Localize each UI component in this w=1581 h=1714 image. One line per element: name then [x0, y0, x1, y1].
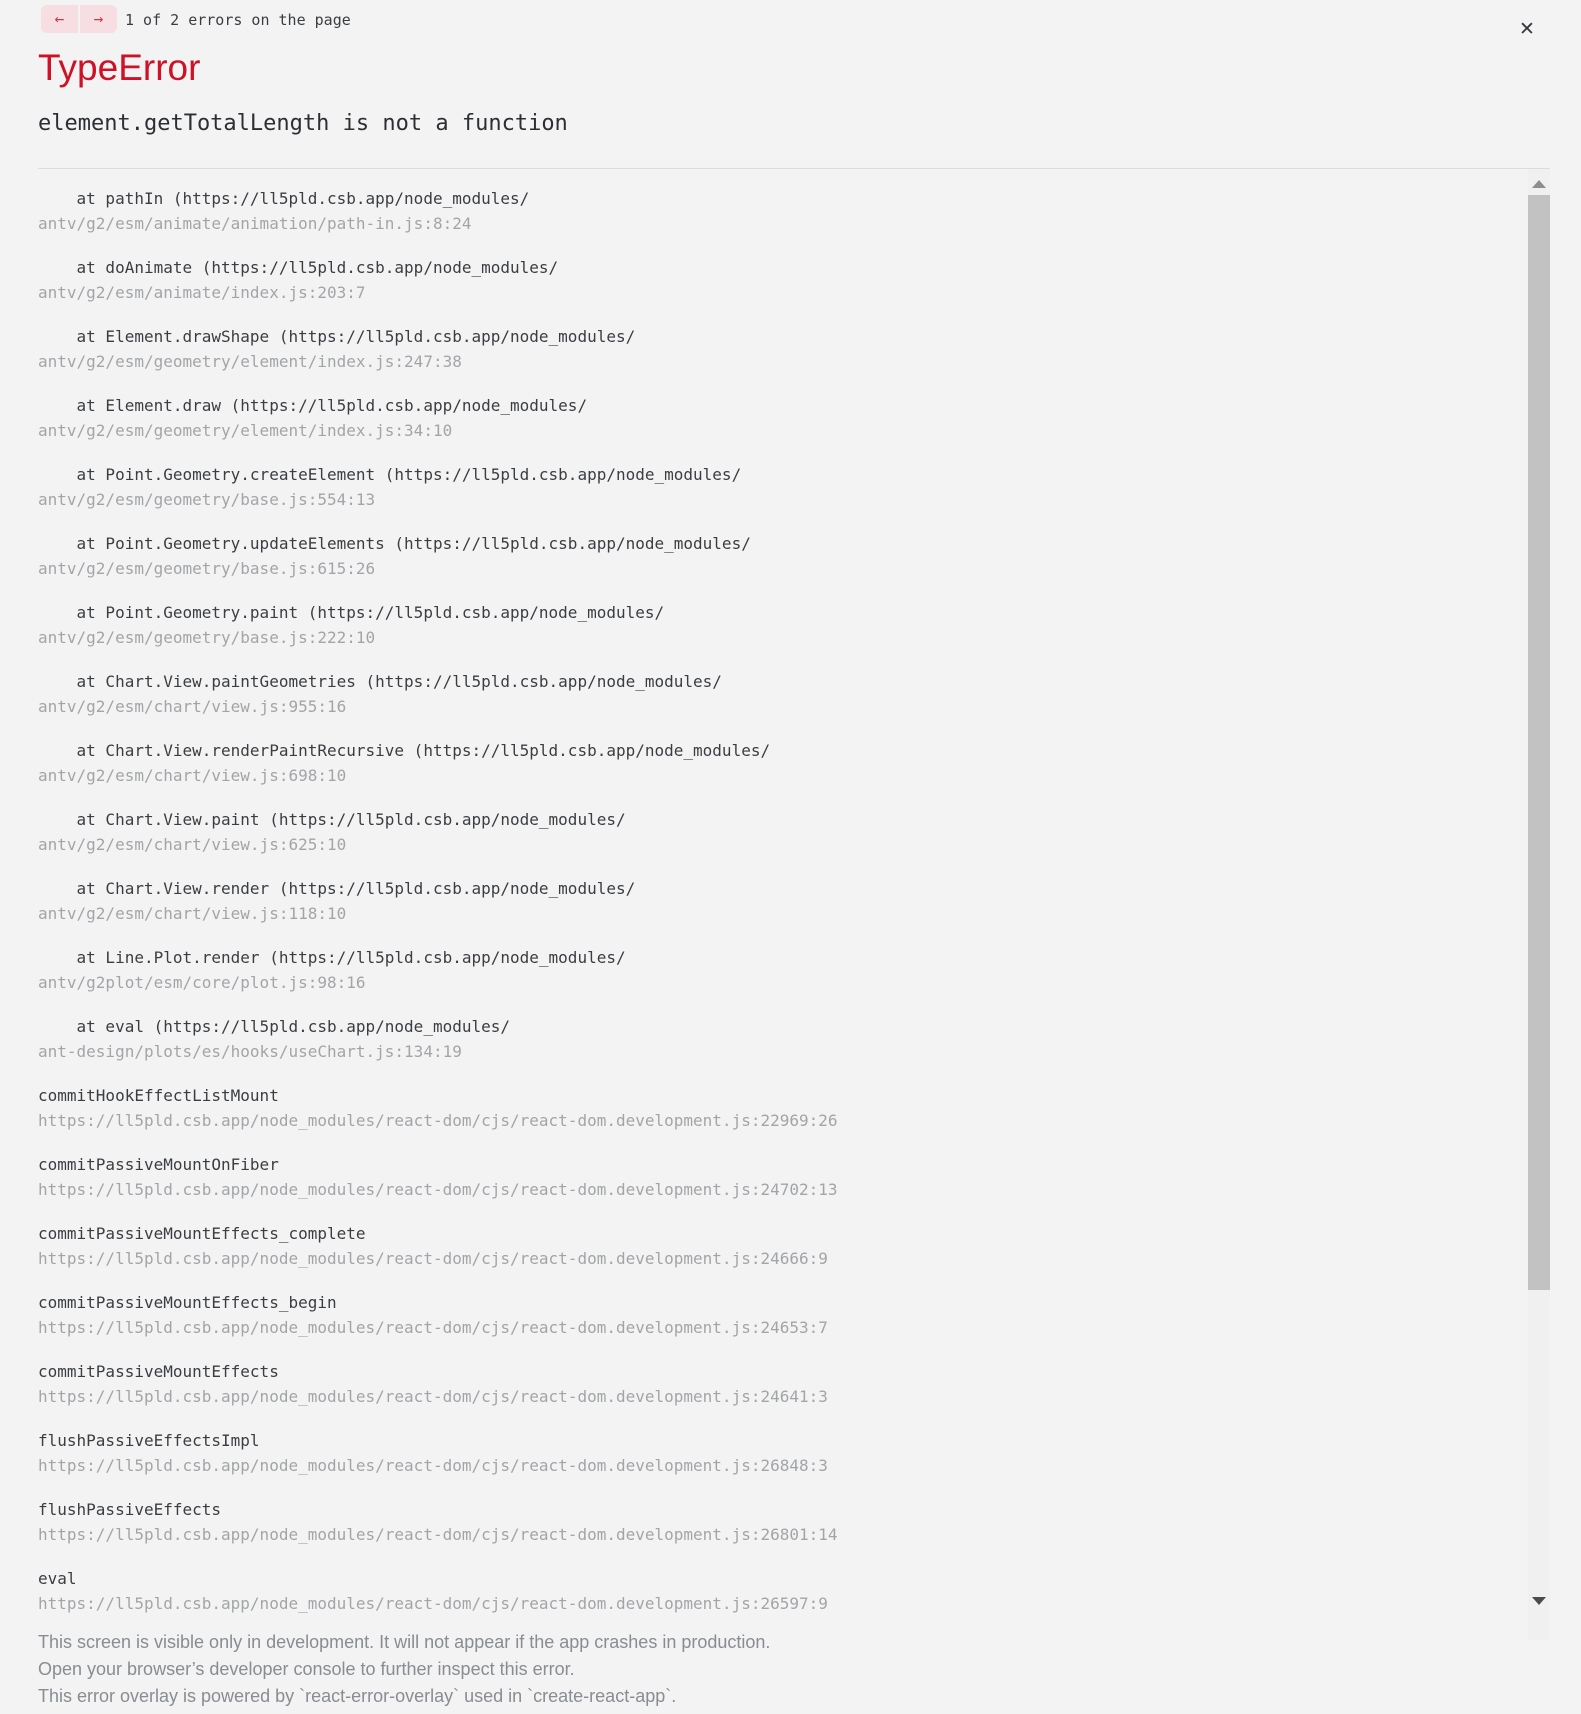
stack-frame-location: https://ll5pld.csb.app/node_modules/react-dom/cjs/react-dom.development.js:24702:13 [38, 1180, 838, 1199]
stack-frame-title: commitPassiveMountOnFiber [38, 1155, 279, 1174]
stack-frame-title: at pathIn (https://ll5pld.csb.app/node_modules/ [38, 189, 530, 208]
stack-frame-title: at eval (https://ll5pld.csb.app/node_modules/ [38, 1017, 511, 1036]
stack-frame-location: https://ll5pld.csb.app/node_modules/react-dom/cjs/react-dom.development.js:24653:7 [38, 1318, 828, 1337]
arrow-right-icon: → [93, 9, 104, 28]
scrollbar-down-button[interactable] [1528, 1588, 1550, 1614]
stack-frame-title: commitPassiveMountEffects [38, 1362, 279, 1381]
stack-frame[interactable] [38, 1428, 1550, 1478]
stack-frame[interactable] [38, 393, 1550, 443]
stack-frame[interactable] [38, 738, 1550, 788]
stack-frame[interactable] [38, 531, 1550, 581]
dev-footer [38, 1629, 1521, 1710]
stack-frame-title: commitHookEffectListMount [38, 1086, 279, 1105]
stack-frame[interactable] [38, 807, 1550, 857]
stack-frame-title: at Point.Geometry.createElement (https://ll5pld.csb.app/node_modules/ [38, 465, 742, 484]
stack-trace-list [38, 169, 1550, 1616]
stack-frame[interactable] [38, 1497, 1550, 1547]
stack-frame-title: at Chart.View.paint (https://ll5pld.csb.app/node_modules/ [38, 810, 626, 829]
stack-frame-location: https://ll5pld.csb.app/node_modules/react-dom/cjs/react-dom.development.js:26801:14 [38, 1525, 838, 1544]
stack-frame-location: https://ll5pld.csb.app/node_modules/react-dom/cjs/react-dom.development.js:22969:26 [38, 1111, 838, 1130]
stack-frame-location: ant-design/plots/es/hooks/useChart.js:134:19 [38, 1042, 462, 1061]
stack-frame-location: antv/g2/esm/chart/view.js:118:10 [38, 904, 347, 923]
arrow-left-icon: ← [54, 9, 65, 28]
stack-frame[interactable] [38, 1359, 1550, 1409]
stack-frame-title: at Point.Geometry.paint (https://ll5pld.csb.app/node_modules/ [38, 603, 665, 622]
stack-frame[interactable] [38, 1083, 1550, 1133]
stack-frame-title: commitPassiveMountEffects_complete [38, 1224, 366, 1243]
scrollbar-up-button[interactable] [1528, 171, 1550, 197]
stack-frame[interactable] [38, 1221, 1550, 1271]
stack-frame-title: commitPassiveMountEffects_begin [38, 1293, 337, 1312]
stack-frame[interactable] [38, 669, 1550, 719]
scroll-down-icon [1532, 1597, 1546, 1605]
prev-error-button[interactable] [41, 5, 78, 33]
stack-frame-title: eval [38, 1569, 77, 1588]
stack-frame-location: antv/g2/esm/geometry/base.js:222:10 [38, 628, 376, 647]
stack-frame-location: https://ll5pld.csb.app/node_modules/react-dom/cjs/react-dom.development.js:26597:9 [38, 1594, 828, 1613]
stack-frame-location: antv/g2/esm/geometry/base.js:554:13 [38, 490, 376, 509]
stack-frame[interactable] [38, 1566, 1550, 1616]
stack-frame[interactable] [38, 876, 1550, 926]
stack-trace [38, 168, 1550, 1640]
stack-frame-location: antv/g2/esm/chart/view.js:955:16 [38, 697, 347, 716]
stack-frame[interactable] [38, 1290, 1550, 1340]
stack-frame-title: flushPassiveEffects [38, 1500, 222, 1519]
stack-frame[interactable] [38, 600, 1550, 650]
stack-frame[interactable] [38, 186, 1550, 236]
close-icon: ✕ [1519, 18, 1535, 40]
close-button[interactable] [1514, 16, 1540, 42]
stack-frame-location: antv/g2/esm/animate/animation/path-in.js:8:24 [38, 214, 472, 233]
stack-frame-location: https://ll5pld.csb.app/node_modules/react-dom/cjs/react-dom.development.js:24641:3 [38, 1387, 828, 1406]
stack-frame[interactable] [38, 945, 1550, 995]
stack-frame-title: at Line.Plot.render (https://ll5pld.csb.app/node_modules/ [38, 948, 626, 967]
stack-frame-title: at Element.drawShape (https://ll5pld.csb.app/node_modules/ [38, 327, 636, 346]
stack-frame[interactable] [38, 1014, 1550, 1064]
stack-frame[interactable] [38, 462, 1550, 512]
stack-frame-location: antv/g2/esm/geometry/element/index.js:247:38 [38, 352, 462, 371]
stack-frame-location: https://ll5pld.csb.app/node_modules/react-dom/cjs/react-dom.development.js:26848:3 [38, 1456, 828, 1475]
stack-frame-title: flushPassiveEffectsImpl [38, 1431, 260, 1450]
scrollbar-thumb[interactable] [1528, 195, 1550, 1290]
stack-frame-title: at doAnimate (https://ll5pld.csb.app/node_modules/ [38, 258, 559, 277]
stack-frame-location: antv/g2/esm/chart/view.js:698:10 [38, 766, 347, 785]
stack-frame-title: at Chart.View.render (https://ll5pld.csb.app/node_modules/ [38, 879, 636, 898]
scroll-up-icon [1532, 180, 1546, 188]
stack-frame-title: at Chart.View.renderPaintRecursive (https://ll5pld.csb.app/node_modules/ [38, 741, 771, 760]
footer-line-development: This screen is visible only in development. It will not appear if the app crashes in production. [38, 1632, 771, 1652]
stack-frame[interactable] [38, 1152, 1550, 1202]
scrollbar-track[interactable] [1528, 169, 1550, 1640]
error-counter: 1 of 2 errors on the page [125, 11, 351, 29]
stack-frame-location: antv/g2/esm/geometry/element/index.js:34:10 [38, 421, 453, 440]
topbar [0, 0, 1581, 44]
error-message: element.getTotalLength is not a function [38, 111, 568, 136]
stack-frame[interactable] [38, 255, 1550, 305]
stack-frame-location: antv/g2plot/esm/core/plot.js:98:16 [38, 973, 366, 992]
footer-line-console: Open your browser’s developer console to further inspect this error. [38, 1659, 575, 1679]
footer-line-powered-by: This error overlay is powered by `react-error-overlay` used in `create-react-app`. [38, 1686, 677, 1706]
error-title: TypeError [38, 47, 201, 88]
stack-frame-location: antv/g2/esm/chart/view.js:625:10 [38, 835, 347, 854]
stack-frame-location: antv/g2/esm/animate/index.js:203:7 [38, 283, 366, 302]
stack-frame-title: at Point.Geometry.updateElements (https://ll5pld.csb.app/node_modules/ [38, 534, 751, 553]
stack-frame-title: at Element.draw (https://ll5pld.csb.app/node_modules/ [38, 396, 588, 415]
stack-frame[interactable] [38, 324, 1550, 374]
stack-frame-title: at Chart.View.paintGeometries (https://ll5pld.csb.app/node_modules/ [38, 672, 722, 691]
stack-frame-location: https://ll5pld.csb.app/node_modules/react-dom/cjs/react-dom.development.js:24666:9 [38, 1249, 828, 1268]
error-nav-group [41, 5, 117, 33]
next-error-button[interactable] [80, 5, 117, 33]
stack-frame-location: antv/g2/esm/geometry/base.js:615:26 [38, 559, 376, 578]
